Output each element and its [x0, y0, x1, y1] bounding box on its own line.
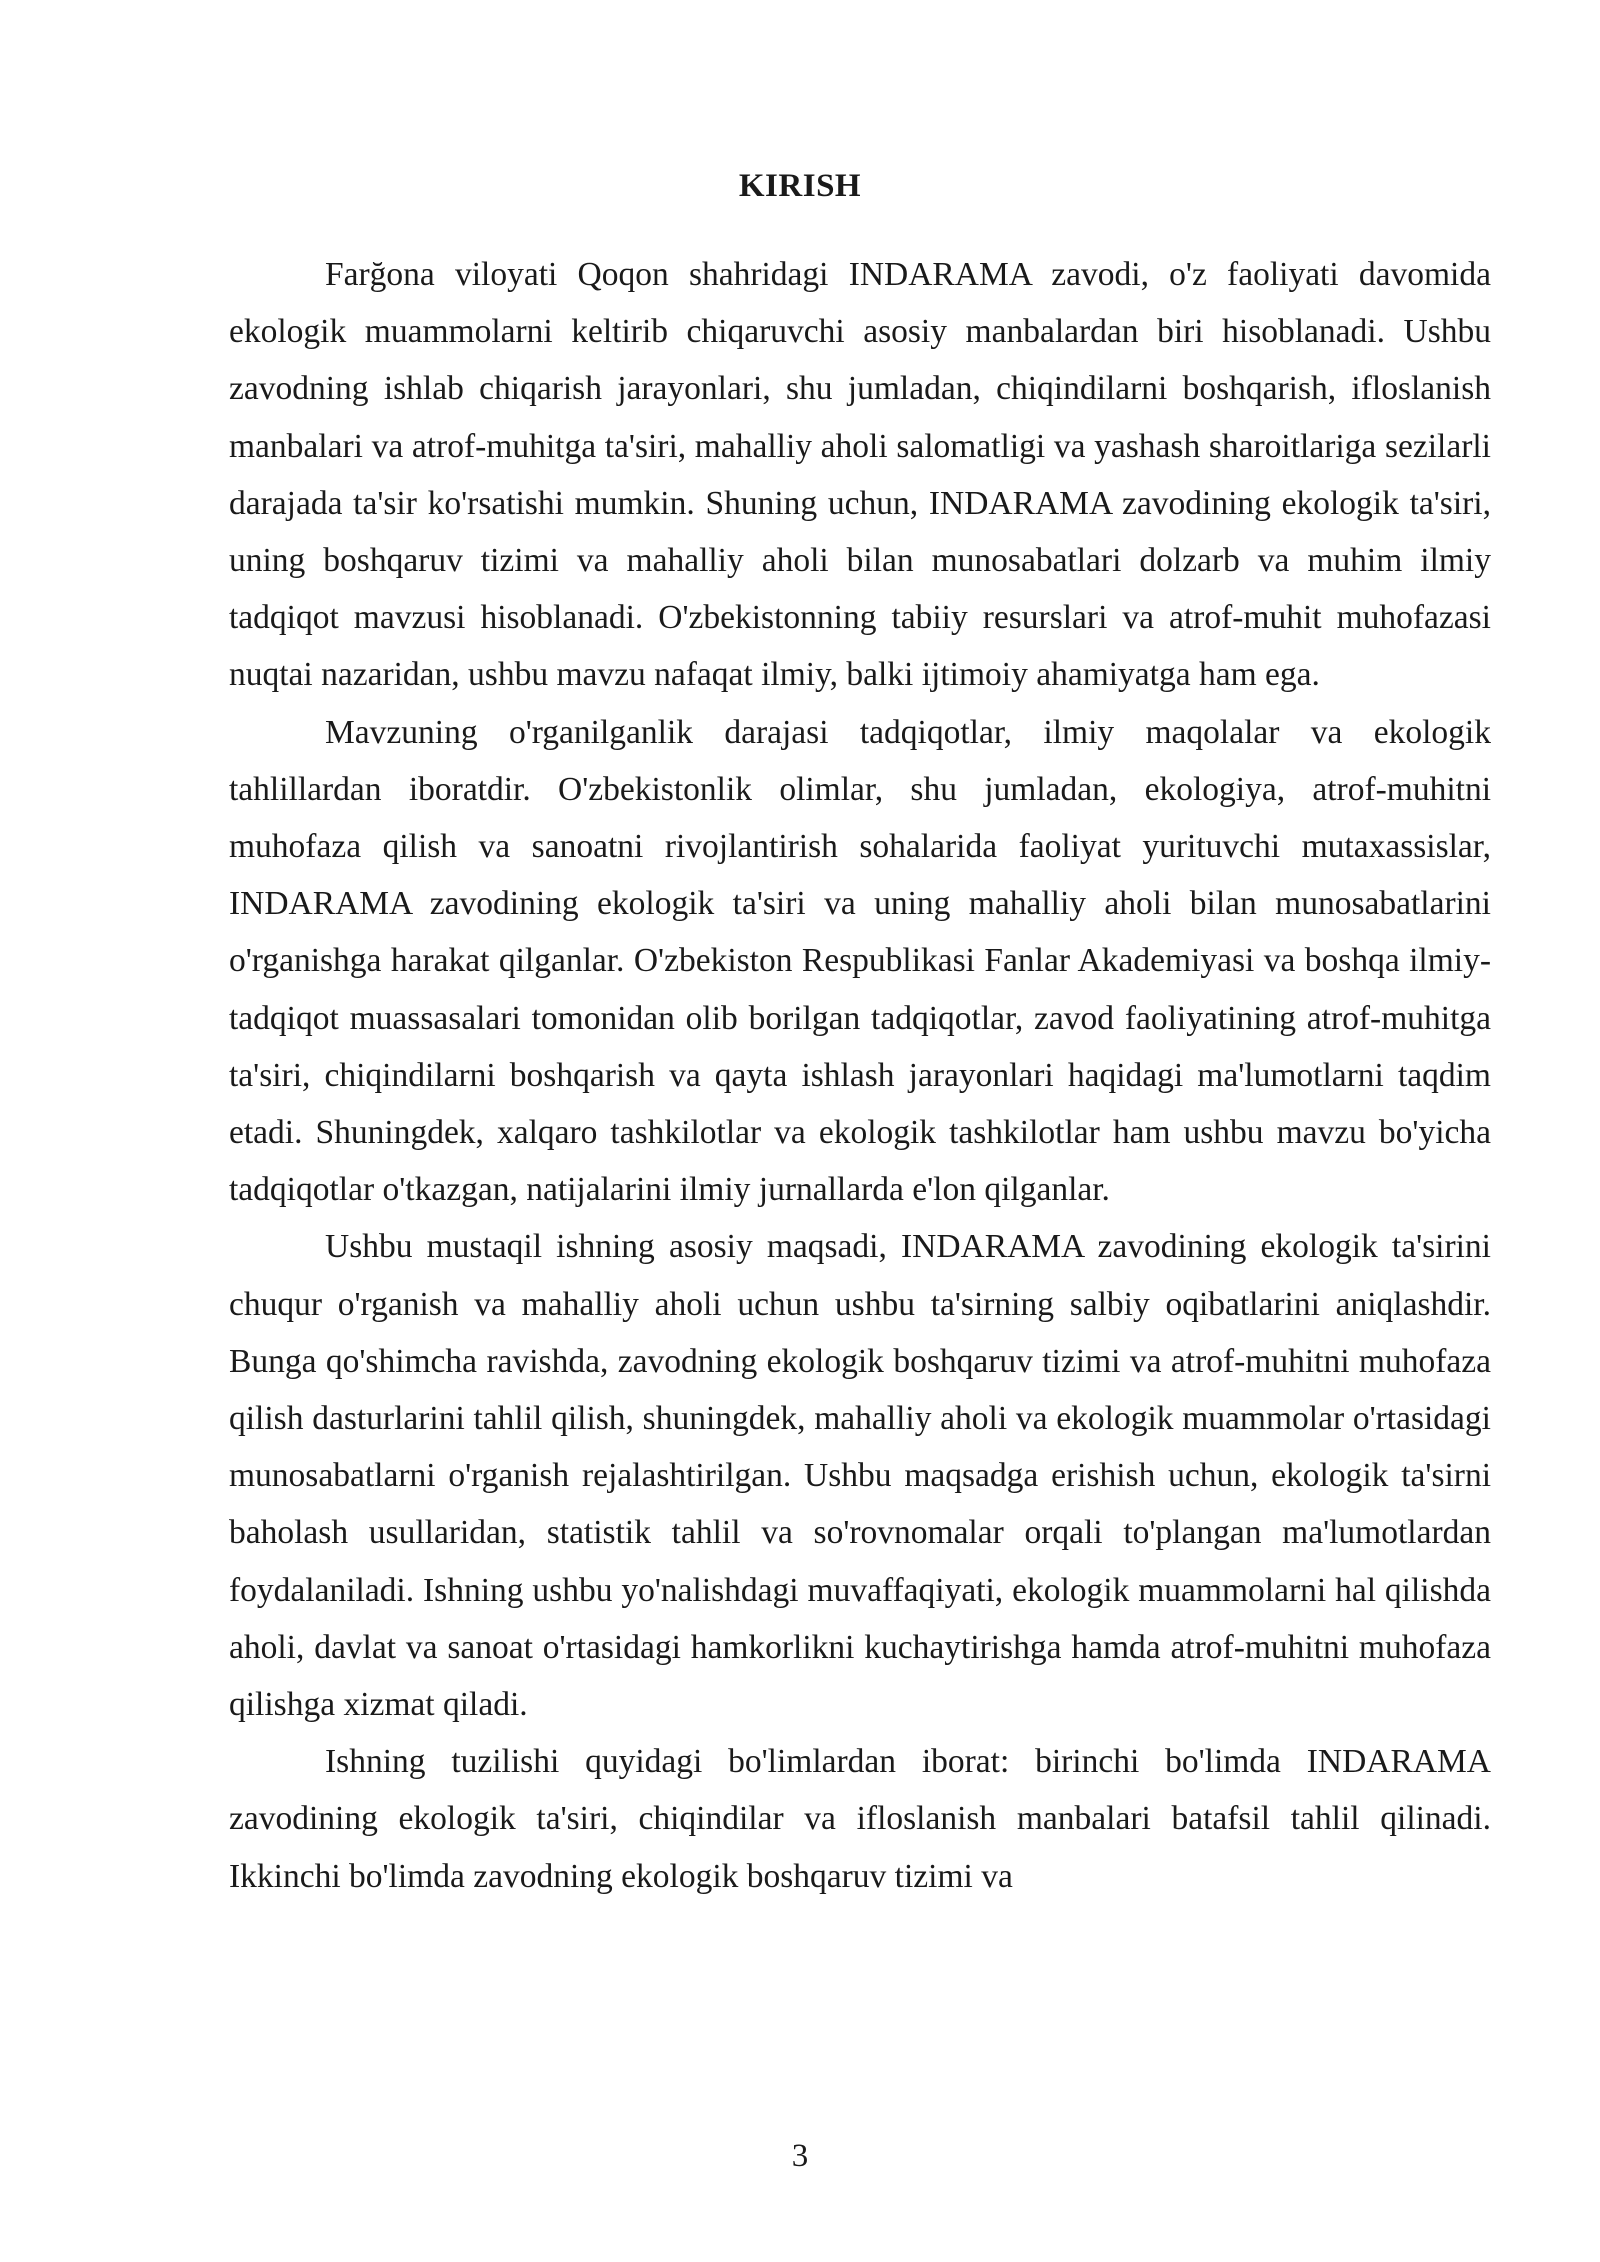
body-text — [229, 246, 1491, 1905]
page-number: 3 — [791, 2138, 809, 2174]
section-title: KIRISH — [738, 168, 862, 204]
paragraph-aim: Ushbu mustaqil ishning asosiy maqsadi, INDARAMA zavodining ekologik ta'sirini chuqur o'rganish va mahalliy aholi uchun ushbu ta'sirning salbiy oqibatlarini aniqlashdir. Bunga qo'shimcha ravishda, zavodning ekologik boshqaruv tizimi va atrof-muhitni muhofaza qilish dasturlarini tahlil qilish, shuningdek, mahalliy aholi va ekologik muammolar o'rtasidagi munosabatlarni o'rganish rejalashtirilgan. Ushbu maqsadga erishish uchun, ekologik ta'sirni baholash usullaridan, statistik tahlil va so'rovnomalar orqali to'plangan ma'lumotlardan foydalaniladi. Ishning ushbu yo'nalishdagi muvaffaqiyati, ekologik muammolarni hal qilishda aholi, davlat va sanoat o'rtasidagi hamkorlikni kuchaytirishga hamda atrof-muhitni muhofaza qilishga xizmat qiladi. — [229, 1228, 1491, 1724]
paragraph-study-level: Mavzuning o'rganilganlik darajasi tadqiqotlar, ilmiy maqolalar va ekologik tahlillardan iboratdir. O'zbekistonlik olimlar, shu jumladan, ekologiya, atrof-muhitni muhofaza qilish va sanoatni rivojlantirish sohalarida faoliyat yurituvchi mutaxassislar, INDARAMA zavodining ekologik ta'siri va uning mahalliy aholi bilan munosabatlarini o'rganishga harakat qilganlar. O'zbekiston Respublikasi Fanlar Akademiyasi va boshqa ilmiy-tadqiqot muassasalari tomonidan olib borilgan tadqiqotlar, zavod faoliyatining atrof-muhitga ta'siri, chiqindilarni boshqarish va qayta ishlash jarayonlari haqidagi ma'lumotlarni taqdim etadi. Shuningdek, xalqaro tashkilotlar va ekologik tashkilotlar ham ushbu mavzu bo'yicha tadqiqotlar o'tkazgan, natijalarini ilmiy jurnallarda e'lon qilganlar. — [229, 713, 1491, 1209]
paragraph-structure: Ishning tuzilishi quyidagi bo'limlardan iborat: birinchi bo'limda INDARAMA zavodining ekologik ta'siri, chiqindilar va ifloslanish manbalari batafsil tahlil qilinadi. Ikkinchi bo'limda zavodning ekologik boshqaruv tizimi va — [229, 1743, 1491, 1895]
paragraph-intro: Farğona viloyati Qoqon shahridagi INDARAMA zavodi, o'z faoliyati davomida ekologik muammolarni keltirib chiqaruvchi asosiy manbalardan biri hisoblanadi. Ushbu zavodning ishlab chiqarish jarayonlari, shu jumladan, chiqindilarni boshqarish, ifloslanish manbalari va atrof-muhitga ta'siri, mahalliy aholi salomatligi va yashash sharoitlariga sezilarli darajada ta'sir ko'rsatishi mumkin. Shuning uchun, INDARAMA zavodining ekologik ta'siri, uning boshqaruv tizimi va mahalliy aholi bilan munosabatlari dolzarb va muhim ilmiy tadqiqot mavzusi hisoblanadi. O'zbekistonning tabiiy resurslari va atrof-muhit muhofazasi nuqtai nazaridan, ushbu mavzu nafaqat ilmiy, balki ijtimoiy ahamiyatga ham ega. — [229, 256, 1491, 694]
